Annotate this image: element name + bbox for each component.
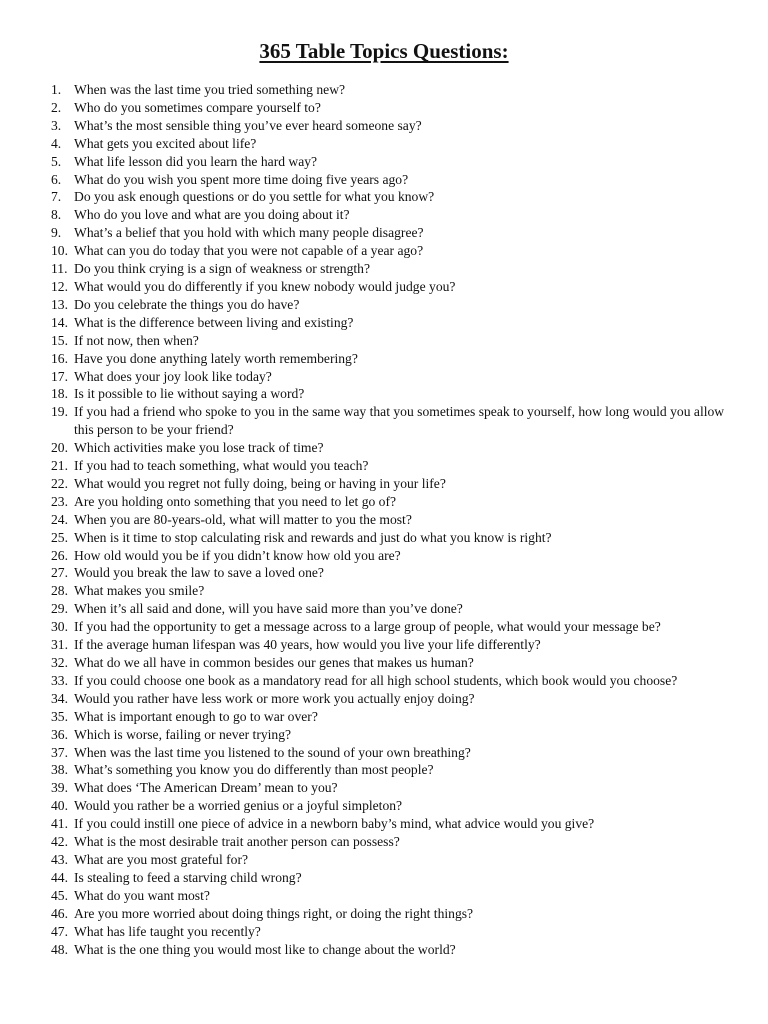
question-number: 16. <box>51 350 68 366</box>
question-item <box>51 905 738 923</box>
question-item <box>51 887 738 905</box>
question-item <box>51 690 738 708</box>
question-text: What can you do today that you were not capable of a year ago? <box>74 243 424 259</box>
question-number: 18. <box>51 386 68 402</box>
question-item <box>51 296 738 314</box>
question-number: 15. <box>51 332 68 348</box>
question-item <box>51 654 738 672</box>
question-text: Who do you sometimes compare yourself to? <box>74 99 321 115</box>
question-item <box>51 314 738 332</box>
question-text: If the average human lifespan was 40 years, how would you live your life differently? <box>74 637 541 653</box>
question-number: 41. <box>51 816 68 832</box>
question-number: 27. <box>51 565 68 581</box>
question-number: 13. <box>51 296 68 312</box>
question-number: 42. <box>51 834 68 850</box>
question-item <box>51 582 738 600</box>
question-number: 37. <box>51 744 68 760</box>
question-item <box>51 368 738 386</box>
question-text: What is important enough to go to war over? <box>74 708 318 724</box>
question-text: When was the last time you listened to the sound of your own breathing? <box>74 744 471 760</box>
question-number: 14. <box>51 314 68 330</box>
question-item <box>51 457 738 475</box>
question-text: If you could instill one piece of advice in a newborn baby’s mind, what advice would you give? <box>74 816 595 832</box>
question-item <box>51 117 738 135</box>
question-item <box>51 332 738 350</box>
question-number: 4. <box>51 135 62 151</box>
question-item <box>51 708 738 726</box>
question-text: Are you holding onto something that you need to let go of? <box>74 493 397 509</box>
question-number: 46. <box>51 905 68 921</box>
question-text: When it’s all said and done, will you have said more than you’ve done? <box>74 601 463 617</box>
question-number: 48. <box>51 941 68 957</box>
question-number: 22. <box>51 475 68 491</box>
question-number: 44. <box>51 869 68 885</box>
question-text: What gets you excited about life? <box>74 135 257 151</box>
question-number: 9. <box>51 225 62 241</box>
question-number: 33. <box>51 672 68 688</box>
question-item <box>51 672 738 690</box>
question-item <box>51 600 738 618</box>
question-number: 21. <box>51 458 68 474</box>
question-number: 47. <box>51 923 68 939</box>
question-text: When is it time to stop calculating risk and rewards and just do what you know is right? <box>74 529 552 545</box>
question-number: 28. <box>51 583 68 599</box>
question-text: If you had a friend who spoke to you in the same way that you sometimes speak to yourself, how long would you allow this person to be your friend? <box>74 404 725 438</box>
question-item <box>51 99 738 117</box>
question-item <box>51 350 738 368</box>
question-text: Would you rather have less work or more work you actually enjoy doing? <box>74 690 475 706</box>
question-item <box>51 941 738 959</box>
question-item <box>51 171 738 189</box>
question-number: 6. <box>51 171 62 187</box>
question-item <box>51 206 738 224</box>
question-number: 36. <box>51 726 68 742</box>
question-item <box>51 636 738 654</box>
question-item <box>51 744 738 762</box>
question-item <box>51 242 738 260</box>
question-text: When was the last time you tried something new? <box>74 82 346 97</box>
question-number: 20. <box>51 440 68 456</box>
question-list <box>0 81 768 958</box>
question-number: 2. <box>51 99 62 115</box>
question-text: If not now, then when? <box>74 332 199 348</box>
question-number: 25. <box>51 529 68 545</box>
question-item <box>51 869 738 887</box>
question-item <box>51 547 738 565</box>
question-number: 10. <box>51 243 68 259</box>
question-item <box>51 135 738 153</box>
question-text: If you had to teach something, what would you teach? <box>74 458 369 474</box>
question-number: 29. <box>51 601 68 617</box>
question-text: If you had the opportunity to get a message across to a large group of people, what would your message be? <box>74 619 661 635</box>
question-text: What is the difference between living and existing? <box>74 314 354 330</box>
question-item <box>51 224 738 242</box>
question-text: Do you celebrate the things you do have? <box>74 296 300 312</box>
question-number: 26. <box>51 547 68 563</box>
question-number: 30. <box>51 619 68 635</box>
question-item <box>51 529 738 547</box>
question-item <box>51 618 738 636</box>
question-text: What are you most grateful for? <box>74 851 249 867</box>
question-item <box>51 779 738 797</box>
question-number: 8. <box>51 207 62 223</box>
question-text: If you could choose one book as a mandatory read for all high school students, which book would you choose? <box>74 672 678 688</box>
question-text: What has life taught you recently? <box>74 923 261 939</box>
question-text: Are you more worried about doing things right, or doing the right things? <box>74 905 474 921</box>
question-item <box>51 385 738 403</box>
question-text: What makes you smile? <box>74 583 205 599</box>
question-text: Would you rather be a worried genius or a joyful simpleton? <box>74 798 403 814</box>
question-number: 34. <box>51 690 68 706</box>
question-item <box>51 475 738 493</box>
question-text: Is it possible to lie without saying a word? <box>74 386 305 402</box>
question-number: 11. <box>51 261 68 277</box>
question-number: 31. <box>51 637 68 653</box>
question-item <box>51 833 738 851</box>
question-number: 40. <box>51 798 68 814</box>
question-text: Have you done anything lately worth remembering? <box>74 350 358 366</box>
question-item <box>51 81 738 99</box>
question-number: 43. <box>51 851 68 867</box>
question-item <box>51 923 738 941</box>
question-number: 23. <box>51 493 68 509</box>
question-item <box>51 439 738 457</box>
question-text: What do you want most? <box>74 887 210 903</box>
question-number: 35. <box>51 708 68 724</box>
question-text: What does your joy look like today? <box>74 368 272 384</box>
question-number: 39. <box>51 780 68 796</box>
question-number: 7. <box>51 189 62 205</box>
question-text: What is the most desirable trait another person can possess? <box>74 834 400 850</box>
question-text: Which is worse, failing or never trying? <box>74 726 292 742</box>
question-item <box>51 403 738 439</box>
question-text: What do you wish you spent more time doing five years ago? <box>74 171 409 187</box>
question-item <box>51 761 738 779</box>
question-item <box>51 153 738 171</box>
question-text: What would you do differently if you knew nobody would judge you? <box>74 278 456 294</box>
question-item <box>51 260 738 278</box>
question-number: 19. <box>51 404 68 420</box>
question-number: 12. <box>51 278 68 294</box>
question-text: What do we all have in common besides our genes that makes us human? <box>74 655 474 670</box>
question-text: What would you regret not fully doing, being or having in your life? <box>74 475 446 491</box>
question-number: 32. <box>51 655 68 670</box>
document-title: 365 Table Topics Questions: <box>259 39 509 63</box>
question-item <box>51 726 738 744</box>
question-item <box>51 815 738 833</box>
question-text: What is the one thing you would most like to change about the world? <box>74 941 456 957</box>
question-item <box>51 564 738 582</box>
question-number: 3. <box>51 117 62 133</box>
question-item <box>51 851 738 869</box>
question-text: What’s a belief that you hold with which many people disagree? <box>74 225 424 241</box>
question-text: Do you ask enough questions or do you settle for what you know? <box>74 189 435 205</box>
question-text: What’s the most sensible thing you’ve ever heard someone say? <box>74 117 422 133</box>
question-text: Which activities make you lose track of time? <box>74 440 324 456</box>
question-item <box>51 188 738 206</box>
question-item <box>51 278 738 296</box>
question-text: When you are 80-years-old, what will matter to you the most? <box>74 511 412 527</box>
question-number: 1. <box>51 82 62 97</box>
question-item <box>51 511 738 529</box>
question-number: 38. <box>51 762 68 778</box>
question-number: 24. <box>51 511 68 527</box>
question-text: How old would you be if you didn’t know how old you are? <box>74 547 401 563</box>
question-text: What does ‘The American Dream’ mean to you? <box>74 780 338 796</box>
question-text: What’s something you know you do differently than most people? <box>74 762 434 778</box>
question-number: 5. <box>51 153 62 169</box>
question-text: Do you think crying is a sign of weakness or strength? <box>74 261 370 277</box>
question-item <box>51 797 738 815</box>
question-number: 17. <box>51 368 68 384</box>
question-text: Would you break the law to save a loved one? <box>74 565 324 581</box>
question-text: Is stealing to feed a starving child wrong? <box>74 869 302 885</box>
question-text: What life lesson did you learn the hard way? <box>74 153 318 169</box>
question-item <box>51 493 738 511</box>
question-number: 45. <box>51 887 68 903</box>
question-text: Who do you love and what are you doing about it? <box>74 207 350 223</box>
